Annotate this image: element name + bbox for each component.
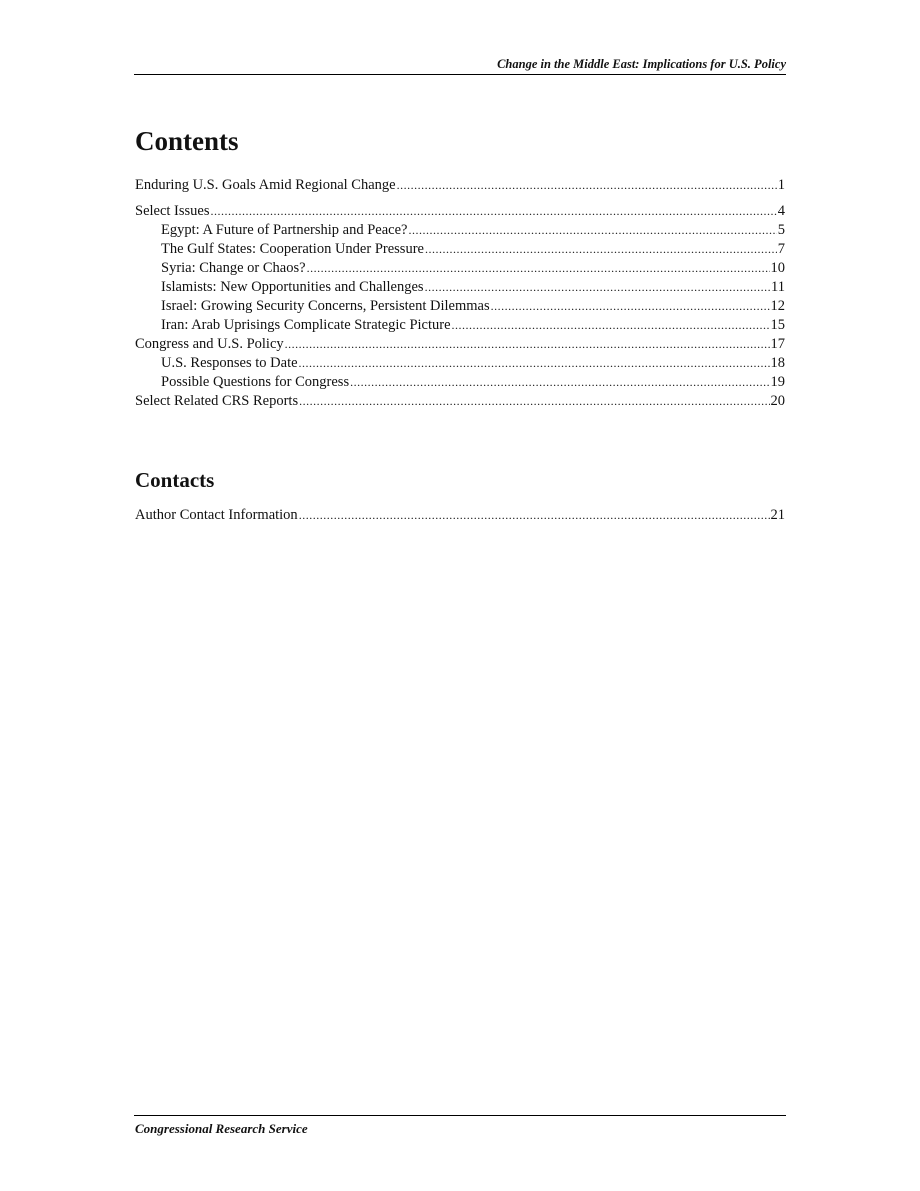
toc-dot-leader [350,373,769,392]
toc-entry-title: Possible Questions for Congress [161,374,350,390]
toc-dot-leader [397,176,777,195]
toc-entry-congress-policy[interactable] [135,335,785,354]
footer-divider [134,1115,786,1116]
contacts-list [135,506,785,525]
toc-entry-gulf-states[interactable] [135,240,785,259]
toc-dot-leader [452,316,770,335]
toc-entry-syria[interactable] [135,259,785,278]
toc-entry-egypt[interactable] [135,221,785,240]
toc-dot-leader [425,240,777,259]
toc-page-number: 15 [770,317,785,333]
toc-entry-islamists[interactable] [135,278,785,297]
toc-entry-title: Syria: Change or Chaos? [161,260,306,276]
toc-entry-iran[interactable] [135,316,785,335]
contents-heading: Contents [135,126,239,156]
footer-organization: Congressional Research Service [135,1121,308,1136]
toc-entry-title: Egypt: A Future of Partnership and Peace? [161,222,408,238]
toc-page-number: 18 [770,355,785,371]
toc-entry-title: The Gulf States: Cooperation Under Pressure [161,241,424,257]
toc-page-number: 11 [771,279,785,295]
toc-page-number: 20 [770,393,785,409]
toc-dot-leader [299,506,770,525]
toc-entry-us-responses[interactable] [135,354,785,373]
toc-dot-leader [491,297,770,316]
toc-entry-title: Author Contact Information [135,507,298,523]
toc-entry-title: Select Related CRS Reports [135,393,299,409]
toc-dot-leader [285,335,770,354]
header-divider [134,74,786,75]
toc-entry-title: U.S. Responses to Date [161,355,298,371]
toc-dot-leader [211,202,777,221]
table-of-contents [135,176,785,411]
toc-page-number: 10 [770,260,785,276]
toc-page-number: 17 [770,336,785,352]
toc-entry-title: Iran: Arab Uprisings Complicate Strategic Picture [161,317,451,333]
running-header-title: Change in the Middle East: Implications for U.S. Policy [497,57,786,71]
toc-entry-author-contact[interactable] [135,506,785,525]
toc-entry-select-issues[interactable] [135,202,785,221]
toc-dot-leader [299,354,770,373]
toc-page-number: 1 [777,177,785,193]
toc-entry-related-reports[interactable] [135,392,785,411]
toc-entry-enduring-us-goals[interactable] [135,176,785,195]
toc-page-number: 21 [770,507,785,523]
toc-dot-leader [307,259,770,278]
toc-entry-israel[interactable] [135,297,785,316]
toc-entry-title: Congress and U.S. Policy [135,336,284,352]
toc-page-number: 5 [777,222,785,238]
contacts-heading: Contacts [135,468,215,492]
toc-entry-possible-questions[interactable] [135,373,785,392]
toc-page-number: 7 [777,241,785,257]
toc-dot-leader [299,392,769,411]
toc-entry-title: Islamists: New Opportunities and Challenges [161,279,424,295]
toc-dot-leader [425,278,770,297]
toc-page-number: 4 [777,203,785,219]
toc-page-number: 12 [770,298,785,314]
toc-page-number: 19 [770,374,785,390]
toc-entry-title: Select Issues [135,203,210,219]
toc-dot-leader [408,221,776,240]
toc-entry-title: Enduring U.S. Goals Amid Regional Change [135,177,396,193]
toc-entry-title: Israel: Growing Security Concerns, Persistent Dilemmas [161,298,490,314]
